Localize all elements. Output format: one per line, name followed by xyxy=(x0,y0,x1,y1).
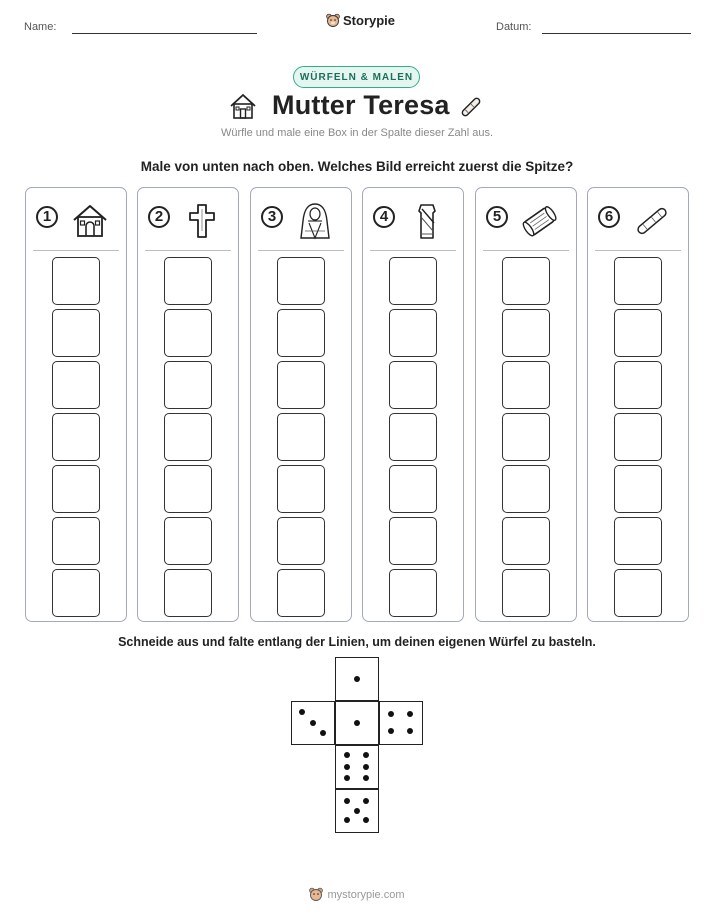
color-box[interactable] xyxy=(389,569,437,617)
die-face-6 xyxy=(335,745,379,789)
color-box[interactable] xyxy=(277,309,325,357)
die-face-3 xyxy=(291,701,335,745)
color-box[interactable] xyxy=(614,569,662,617)
house-icon xyxy=(70,201,110,241)
die-pip xyxy=(363,798,369,804)
house-title-icon xyxy=(228,92,258,120)
die-pip xyxy=(344,752,350,758)
color-box[interactable] xyxy=(164,413,212,461)
activity-badge: WÜRFELN & MALEN xyxy=(293,66,420,88)
column-number: 2 xyxy=(148,206,170,228)
footer xyxy=(0,887,714,902)
die-pip xyxy=(388,711,394,717)
column-divider xyxy=(33,250,119,251)
column-divider xyxy=(370,250,456,251)
column-5 xyxy=(475,187,577,622)
color-box[interactable] xyxy=(277,361,325,409)
die-face-1 xyxy=(335,657,379,701)
cut-instruction: Schneide aus und falte entlang der Linien, um deinen eigenen Würfel zu basteln. xyxy=(118,635,596,649)
die-pip xyxy=(407,711,413,717)
color-box[interactable] xyxy=(52,413,100,461)
column-header xyxy=(138,188,238,252)
color-box[interactable] xyxy=(614,309,662,357)
die-pip xyxy=(344,817,350,823)
column-header xyxy=(476,188,576,252)
sari-icon xyxy=(407,201,447,241)
scroll-icon xyxy=(520,201,560,241)
column-header xyxy=(588,188,688,252)
die-pip xyxy=(354,808,360,814)
die-pip xyxy=(354,720,360,726)
column-number: 1 xyxy=(36,206,58,228)
die-pip xyxy=(388,728,394,734)
color-box[interactable] xyxy=(277,517,325,565)
color-box[interactable] xyxy=(614,465,662,513)
color-box[interactable] xyxy=(502,257,550,305)
color-box[interactable] xyxy=(389,465,437,513)
color-box[interactable] xyxy=(502,361,550,409)
color-box[interactable] xyxy=(502,517,550,565)
color-box[interactable] xyxy=(52,361,100,409)
column-number: 4 xyxy=(373,206,395,228)
color-box[interactable] xyxy=(614,413,662,461)
die-pip xyxy=(363,764,369,770)
die-pip xyxy=(344,798,350,804)
stick-icon xyxy=(632,201,672,241)
column-number: 6 xyxy=(598,206,620,228)
column-number: 3 xyxy=(261,206,283,228)
color-box[interactable] xyxy=(52,257,100,305)
column-number: 5 xyxy=(486,206,508,228)
column-1 xyxy=(25,187,127,622)
column-4 xyxy=(362,187,464,622)
column-divider xyxy=(595,250,681,251)
color-box[interactable] xyxy=(389,257,437,305)
die-face-4 xyxy=(379,701,423,745)
column-divider xyxy=(258,250,344,251)
column-header xyxy=(363,188,463,252)
color-box[interactable] xyxy=(164,465,212,513)
die-pip xyxy=(299,709,305,715)
brand-name: Storypie xyxy=(343,13,396,28)
color-box[interactable] xyxy=(389,517,437,565)
die-pip xyxy=(363,817,369,823)
color-box[interactable] xyxy=(52,309,100,357)
subtitle: Würfle und male eine Box in der Spalte dieser Zahl aus. xyxy=(220,127,494,139)
color-box[interactable] xyxy=(614,257,662,305)
column-header xyxy=(26,188,126,252)
page-title: Mutter Teresa xyxy=(272,90,450,120)
column-divider xyxy=(483,250,569,251)
die-pip xyxy=(363,752,369,758)
column-6 xyxy=(587,187,689,622)
stick-title-icon xyxy=(456,92,486,122)
brand-logo xyxy=(326,13,395,28)
color-box[interactable] xyxy=(277,413,325,461)
color-box[interactable] xyxy=(277,257,325,305)
nun-icon xyxy=(295,201,335,241)
color-box[interactable] xyxy=(389,309,437,357)
cross-icon xyxy=(182,201,222,241)
die-pip xyxy=(363,775,369,781)
footer-url: mystorypie.com xyxy=(327,888,405,901)
die-pip xyxy=(344,775,350,781)
date-label: Datum: xyxy=(496,21,532,33)
column-3 xyxy=(250,187,352,622)
die-pip xyxy=(344,764,350,770)
color-box[interactable] xyxy=(277,569,325,617)
die-pip xyxy=(407,728,413,734)
color-box[interactable] xyxy=(52,517,100,565)
instruction: Male von unten nach oben. Welches Bild erreicht zuerst die Spitze? xyxy=(140,159,574,174)
die-pip xyxy=(310,720,316,726)
die-pip xyxy=(354,676,360,682)
die-face-5 xyxy=(335,789,379,833)
color-box[interactable] xyxy=(164,569,212,617)
color-box[interactable] xyxy=(277,465,325,513)
name-label: Name: xyxy=(24,21,57,33)
die-face-1 xyxy=(335,701,379,745)
color-box[interactable] xyxy=(502,569,550,617)
color-box[interactable] xyxy=(52,465,100,513)
date-line[interactable] xyxy=(542,33,691,34)
color-box[interactable] xyxy=(164,309,212,357)
bear-icon xyxy=(309,887,323,902)
bear-icon xyxy=(326,13,340,28)
color-box[interactable] xyxy=(389,413,437,461)
column-2 xyxy=(137,187,239,622)
color-box[interactable] xyxy=(164,517,212,565)
color-box[interactable] xyxy=(389,361,437,409)
column-divider xyxy=(145,250,231,251)
color-box[interactable] xyxy=(52,569,100,617)
column-header xyxy=(251,188,351,252)
color-box[interactable] xyxy=(614,361,662,409)
color-box[interactable] xyxy=(502,413,550,461)
color-box[interactable] xyxy=(164,257,212,305)
die-pip xyxy=(320,730,326,736)
color-box[interactable] xyxy=(502,309,550,357)
color-box[interactable] xyxy=(164,361,212,409)
name-line[interactable] xyxy=(72,33,257,34)
color-box[interactable] xyxy=(614,517,662,565)
color-box[interactable] xyxy=(502,465,550,513)
